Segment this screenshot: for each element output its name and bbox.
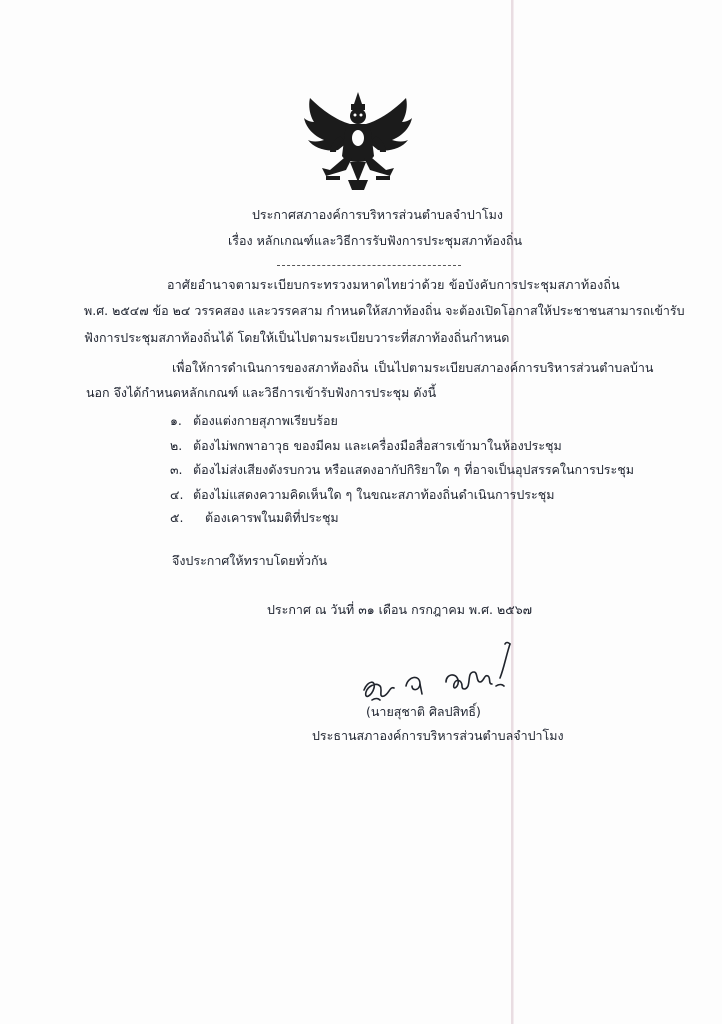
- list-item-number: ๔.: [170, 487, 184, 502]
- announcement-subject: เรื่อง หลักเกณฑ์และวิธีการรับฟังการประชุมสภาท้องถิ่น: [228, 233, 523, 248]
- page-fold-shadow: [513, 0, 514, 1024]
- paragraph-2-line-2: นอก จึงได้กำหนดหลักเกณฑ์ และวิธีการเข้ารับฟังการประชุม ดังนี้: [86, 385, 437, 400]
- handwritten-signature: [350, 634, 525, 709]
- list-item-text: ต้องแต่งกายสุภาพเรียบร้อย: [193, 413, 338, 428]
- list-item: [170, 413, 338, 429]
- list-item-text: ต้องไม่ส่งเสียงดังรบกวน หรือแสดงอากัปกิริยาใด ๆ ที่อาจเป็นอุปสรรคในการประชุม: [193, 462, 634, 477]
- paragraph-1-line-2: พ.ศ. ๒๕๔๗ ข้อ ๒๔ วรรคสอง และวรรคสาม กำหนดให้สภาท้องถิ่น จะต้องเปิดโอกาสให้ประชาชนสามารถเข้ารับ: [84, 303, 685, 318]
- list-item-text: ต้องไม่แสดงความคิดเห็นใด ๆ ในขณะสภาท้องถิ่นดำเนินการประชุม: [193, 487, 555, 502]
- list-item: [170, 462, 634, 478]
- list-item-number: ๒.: [170, 438, 183, 453]
- announcement-date: ประกาศ ณ วันที่ ๓๑ เดือน กรกฎาคม พ.ศ. ๒๕๖๗: [267, 602, 533, 617]
- paragraph-2-line-1a: เพื่อให้การดำเนินการของสภาท้องถิ่น: [172, 360, 369, 375]
- signer-title: ประธานสภาองค์การบริหารส่วนตำบลจำปาโมง: [312, 728, 564, 743]
- list-item: [170, 487, 554, 503]
- list-item-number: ๕.: [170, 510, 184, 525]
- paragraph-2-line-1b: เป็นไปตามระเบียบสภาองค์การบริหารส่วนตำบลบ้าน: [374, 360, 654, 375]
- signer-name: (นายสุชาติ ศิลปสิทธิ์): [366, 704, 481, 719]
- closing-statement: จึงประกาศให้ทราบโดยทั่วกัน: [172, 553, 328, 568]
- announcement-title: ประกาศสภาองค์การบริหารส่วนตำบลจำปาโมง: [252, 207, 503, 222]
- list-item-text: ต้องเคารพในมติที่ประชุม: [205, 510, 339, 525]
- list-item: [170, 438, 562, 454]
- paragraph-1-line-3: ฟังการประชุมสภาท้องถิ่นได้ โดยให้เป็นไปตามระเบียบวาระที่สภาท้องถิ่นกำหนด: [84, 330, 510, 345]
- list-item: [170, 510, 339, 526]
- paragraph-1-line-1: อาศัยอำนาจตามระเบียบกระทรวงมหาดไทยว่าด้วย ข้อบังคับการประชุมสภาท้องถิ่น: [167, 277, 620, 292]
- title-divider: [277, 265, 461, 266]
- list-item-number: ๑.: [170, 413, 182, 428]
- list-item-text: ต้องไม่พกพาอาวุธ ของมีคม และเครื่องมือสื่อสารเข้ามาในห้องประชุม: [193, 438, 562, 453]
- list-item-number: ๓.: [170, 462, 183, 477]
- garuda-emblem-icon: [300, 90, 416, 198]
